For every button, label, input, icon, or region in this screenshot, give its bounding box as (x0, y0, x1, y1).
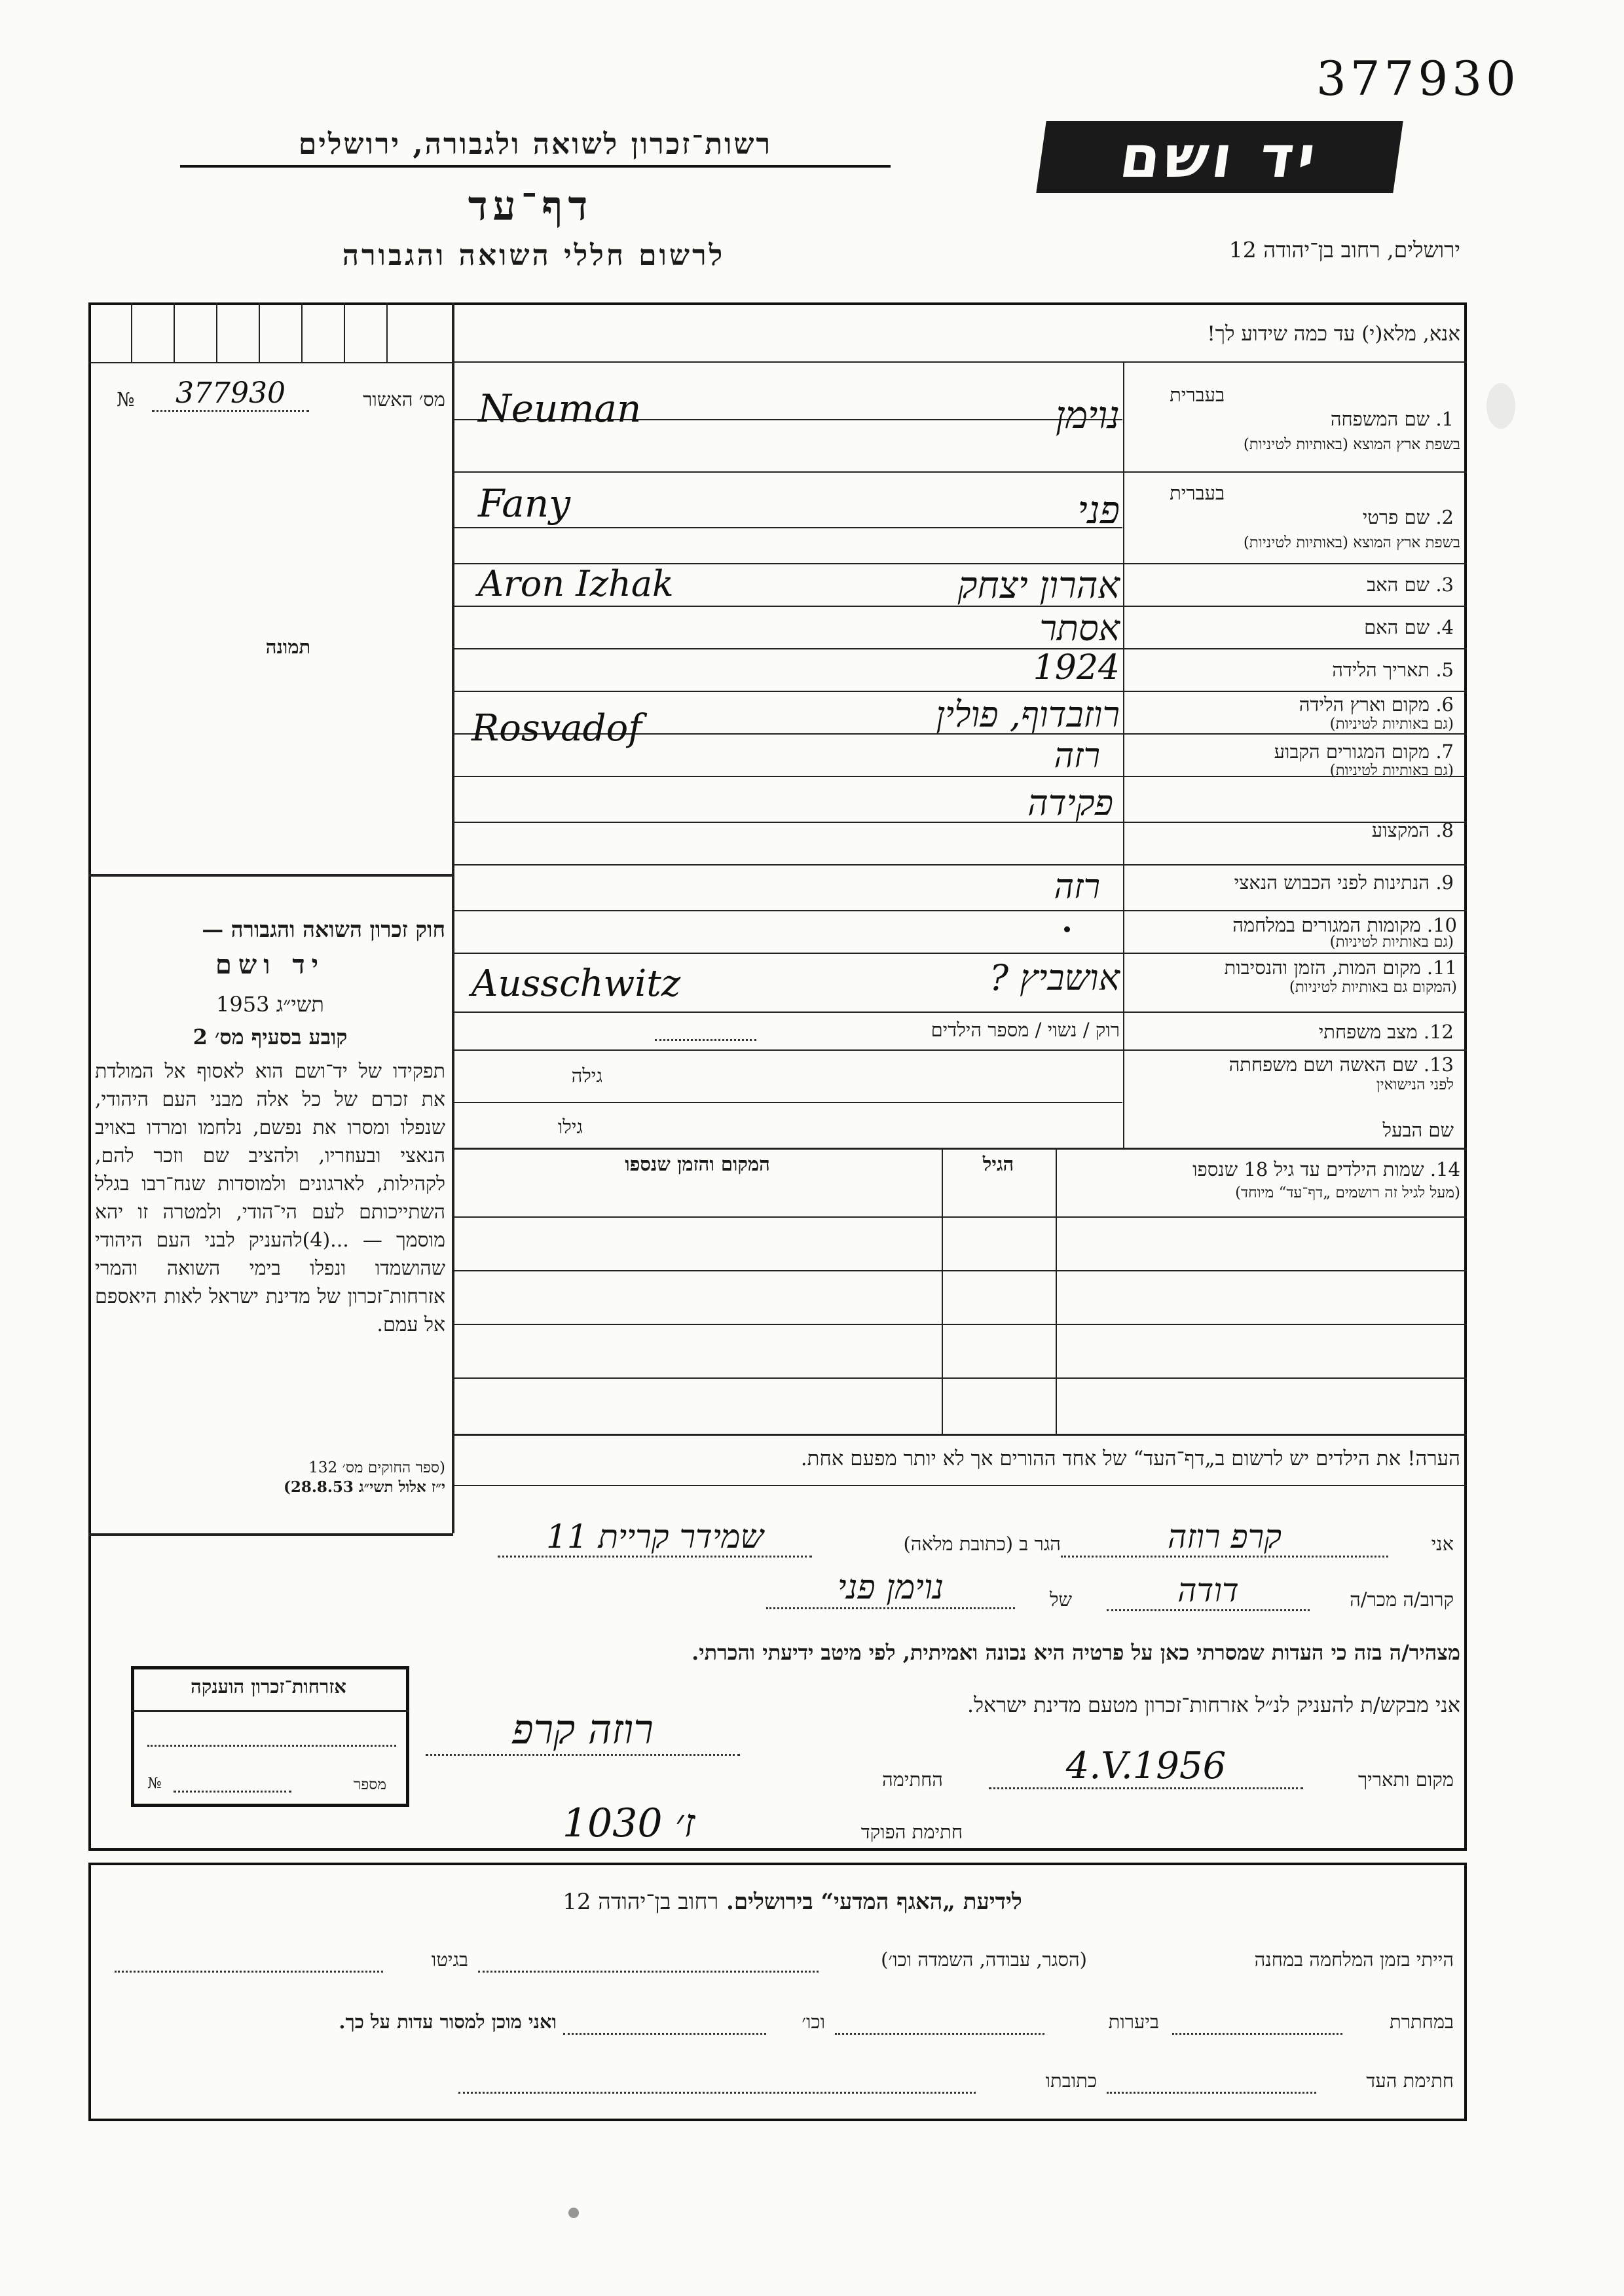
footer-line2-c: וכו׳ (802, 2011, 825, 2033)
field-4-title: שם האם (1364, 616, 1430, 638)
field-6-label (1133, 693, 1454, 716)
place-date-value: 4.V.1956 (989, 1745, 1303, 1789)
footer-line3-b: כתובתו (1045, 2069, 1097, 2092)
footer-address: רחוב בן־יהודה 12 (563, 1889, 719, 1915)
field-5-value: 1924 (1033, 648, 1120, 687)
field-4-label (1133, 615, 1454, 639)
field-10-mark (1064, 926, 1070, 932)
form-title: דף־עד (468, 182, 593, 230)
declarant-name: קרפ רוזה (1061, 1518, 1388, 1558)
law-date: י״ז אלול תשי״ג 28.8.53) (284, 1478, 445, 1496)
field-13-title: שם האשה ושם משפחתה (1228, 1053, 1418, 1076)
field-8-value: פקידה (1027, 782, 1113, 824)
field-7-title: מקום המגורים הקבוע (1274, 740, 1430, 763)
field-2-title: שם פרטי (1362, 506, 1430, 528)
field-12-label (1133, 1020, 1454, 1044)
footer-line3-a: חתימת העד (1366, 2069, 1454, 2092)
field-3-label (1133, 573, 1454, 596)
field-6-latin-value: Rosvadof (471, 707, 642, 750)
of-name: נוימן פני (766, 1568, 1015, 1609)
field-13-label (1133, 1053, 1454, 1076)
place-date-label: מקום ותאריך (1357, 1768, 1454, 1791)
footer-line1-c: בגיטו (431, 1948, 468, 1971)
field-11-sub: (המקום גם באותיות לטיניות) (1289, 979, 1457, 996)
law-text: תפקידו של יד־ושם הוא לאסוף אל המולדת את זכרם של כל אלה מבני העם היהודי, שנפלו ומסרו את נפשם, נלחמו ומרדו באויב הנאצי ובעוזריו, ולהציב שם וזכר להם, לקהילות, לארגונים ולמוסדות שנח־רבו בגלל השתייכותם לעם הי־הודי, ולמטרה זו יהא מוסמך — ...(4)להעניק לבני העם היהודי שהושמדו ונפלו בימי השואה והמרי אזרחות־זכרון של מדינת ישראל לאות היאספם אל עמם. (95, 1060, 446, 1336)
field-1-latin-value: Neuman (478, 386, 642, 431)
field-4-num: 4. (1435, 616, 1454, 638)
footer-title-text: לידיעת „האגף המדעי“ בירושלים. (726, 1889, 1022, 1915)
approval-label: מס׳ האשור (363, 388, 445, 410)
law-clause: קובע בסעיף מס׳ 2 (193, 1025, 348, 1049)
field-11-heb-value: אושביץ ? (989, 957, 1120, 998)
field-7-label (1133, 740, 1454, 763)
husband-age-label: גילו (557, 1116, 583, 1138)
field-4-heb-value: אסתר (1039, 608, 1120, 649)
children-sub: (מעל לגיל זה רושמים „דף־עד“ מיוחד) (1235, 1184, 1460, 1201)
field-13-age-label: גילה (571, 1065, 602, 1087)
intro-text: אנא, מלא(י) עד כמה שידוע לך! (1207, 322, 1460, 346)
citizenship-no-symbol: № (147, 1775, 162, 1792)
signature-value: רוזה קרפ (426, 1705, 740, 1756)
relation-label: קרוב/ה מכר/ה (1350, 1588, 1454, 1611)
field-3-num: 3. (1435, 574, 1454, 596)
field-1-heb-value: נוימן (1055, 393, 1120, 437)
relation-value: דודה (1107, 1571, 1310, 1611)
field-10-sub: (גם באותיות לטיניות) (1329, 934, 1454, 951)
request-text: אני מבקש/ת להעניק לנ״ל אזרחות־זכרון מטעם מדינת ישראל. (967, 1692, 1460, 1717)
declarant-i-label: אני (1431, 1533, 1454, 1555)
law-title: חוק זכרון השואה והגבורה — (202, 917, 445, 942)
declaration-text: מצהיר/ה בזה כי העדות שמסרתי כאן על פרטיה היא נכונה ואמיתית, לפי מיטב ידיעתי והכרתי. (692, 1640, 1460, 1665)
yad-vashem-logo: יד ושם (1036, 121, 1403, 193)
signature-label: החתימה (881, 1768, 943, 1791)
field-12-options: רוק / נשוי / מספר הילדים (931, 1019, 1120, 1041)
field-13-num: 13. (1423, 1053, 1454, 1076)
field-2-latin-value: Fany (478, 481, 571, 526)
scan-dot (568, 2208, 579, 2218)
of-label: של (1049, 1588, 1073, 1611)
field-6-title: מקום וארץ הלידה (1299, 693, 1430, 716)
law-name: יד ושם (215, 949, 325, 980)
field-9-value: רזה (1054, 867, 1100, 907)
field-7-value: רזה (1054, 737, 1100, 776)
law-source: (ספר החוקים מס׳ 132 (308, 1459, 445, 1476)
declarant-address: שמידר קריית 11 (498, 1518, 812, 1558)
field-8-label (1133, 818, 1454, 842)
field-8-title: המקצוע (1371, 819, 1430, 841)
law-year: תשי״ג 1953 (216, 992, 324, 1017)
husband-label: שם הבעל (1382, 1119, 1454, 1141)
field-2-sub: בשפת ארץ המוצא (באותיות לטיניות) (1243, 534, 1460, 551)
note-text: הערה! את הילדים יש לרשום ב„דף־העד“ של אחד ההורים אך לא יותר מפעם אחת. (800, 1447, 1460, 1470)
field-10-title: מקומות המגורים במלחמה (1232, 914, 1421, 936)
children-age-header: הגיל (982, 1153, 1014, 1175)
footer-line1-b: (הסגר, עבודה, השמדה וכו׳) (881, 1948, 1087, 1971)
field-11-label (1130, 956, 1457, 979)
institution-name: רשות־זכרון לשואה ולגבורה, ירושלים (180, 128, 891, 168)
field-3-latin-value: Aron Izhak (478, 563, 674, 604)
children-title: שמות הילדים עד גיל 18 שנספו (1192, 1158, 1424, 1180)
field-12-title: מצב משפחתי (1318, 1021, 1418, 1043)
field-2-heb-tag: בעברית (1170, 482, 1225, 504)
footer-line2-d: ואני מוכן למסור עדות על כך. (339, 2011, 557, 2033)
field-1-sub: בשפת ארץ המוצא (באותיות לטיניות) (1243, 436, 1460, 453)
stamp-number: 377930 (1316, 51, 1520, 106)
field-7-num: 7. (1435, 740, 1454, 763)
field-6-sub: (גם באותיות לטיניות) (1329, 716, 1454, 733)
field-1-num: 1. (1435, 408, 1454, 430)
field-1-heb-tag: בעברית (1170, 384, 1225, 406)
field-1-label (1133, 407, 1454, 431)
field-9-num: 9. (1435, 871, 1454, 894)
field-13-sub: לפני הנישואין (1376, 1076, 1454, 1093)
field-11-latin-value: Ausschwitz (471, 962, 681, 1005)
approval-number: 377930 (152, 376, 309, 412)
field-5-num: 5. (1435, 659, 1454, 681)
scan-smudge (1486, 383, 1515, 429)
field-2-num: 2. (1435, 506, 1454, 528)
photo-label: תמונה (265, 636, 311, 658)
field-10-num: 10. (1426, 914, 1457, 936)
field-11-title: מקום המות, הזמן והנסיבות (1224, 957, 1421, 979)
footer-title (393, 1889, 1192, 1915)
field-6-heb-value: רוזבדוף, פולין (936, 694, 1120, 735)
approval-no-symbol: № (117, 388, 135, 410)
field-11-num: 11. (1426, 957, 1457, 979)
citizenship-number-label: מספר (353, 1776, 386, 1793)
field-9-label (1133, 871, 1454, 894)
field-5-title: תאריך הלידה (1332, 659, 1430, 681)
field-1-title: שם המשפחה (1330, 408, 1430, 430)
children-num: 14. (1430, 1158, 1460, 1180)
field-3-title: שם האב (1367, 574, 1430, 596)
field-6-num: 6. (1435, 693, 1454, 716)
field-12-num: 12. (1423, 1021, 1454, 1043)
footer-line2-a: במחתרת (1390, 2011, 1454, 2033)
header-address: ירושלים, רחוב בן־יהודה 12 (1228, 237, 1460, 263)
children-label (1061, 1157, 1460, 1181)
field-8-num: 8. (1435, 819, 1454, 841)
declarant-lives-label: הגר ב (כתובת מלאה) (903, 1533, 1061, 1555)
field-9-title: הנתינות לפני הכבוש הנאצי (1234, 871, 1430, 894)
children-place-header: המקום והזמן שנספו (625, 1153, 770, 1175)
citizenship-title: אזרחות־זכרון הוענקה (191, 1675, 346, 1698)
field-2-heb-value: פני (1077, 488, 1120, 532)
officer-signature: ז׳ 1030 (562, 1800, 695, 1846)
field-7-sub: (גם באותיות לטיניות) (1329, 762, 1454, 779)
officer-label: חתימת הפוקד (860, 1821, 963, 1843)
form-subtitle: לרשום חללי השואה והגבורה (342, 239, 726, 272)
footer-line2-b: ביערות (1108, 2011, 1159, 2033)
field-2-label (1133, 505, 1454, 529)
footer-line1-a: הייתי בזמן המלחמה במחנה (1254, 1948, 1454, 1971)
field-5-label (1133, 658, 1454, 682)
field-3-heb-value: אהרון יצחק (957, 564, 1120, 607)
